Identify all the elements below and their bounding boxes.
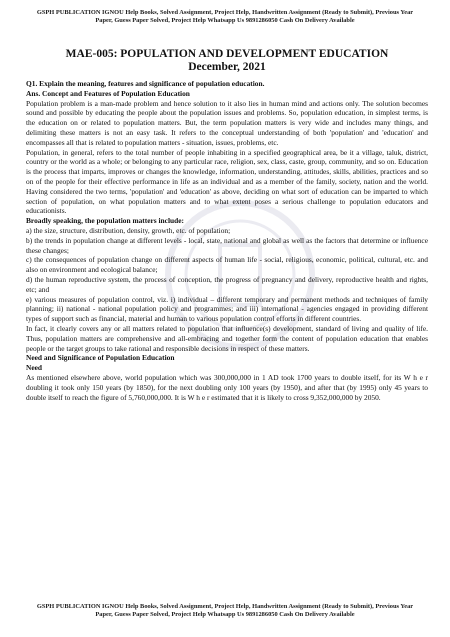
answer-heading: Ans. Concept and Features of Population Education	[26, 88, 190, 98]
list-item: c) the consequences of population change on different aspects of human life - social, religious, economic, political, cultural, etc. and also on environment and ecological balance;	[26, 255, 428, 275]
question: Q1. Explain the meaning, features and significance of population education.	[26, 79, 265, 88]
paragraph: Population, in general, refers to the total number of people inhabiting in a specified geographical area, be it a village, taluk, district, country or the world as a whole; or belonging to any particular race, religion, sex, class, caste, group, community, and so on. Education is the process that imparts, improves or changes the knowledge, information, understanding, attitudes, skills, abilities, practices and so on of the people for their effective performance in life as an individual and as a member of the family, society, nation and the world. Having considered the two terms, 'population' and 'education' as above, deciding on what sort of education can be imparted to which section of population, on what population matters and to what extent poses a serious challenge to population educators and educationists.	[26, 147, 428, 216]
paragraph: As mentioned elsewhere above, world population which was 300,000,000 in 1 AD took 1700 years to double itself, for its W h e r doubling it took only 150 years (by 1850), for the next doubling only 100 years (by 1950), and after that (by 1995) only 45 years to double itself to reach the figure of 5,760,000,000. It is W h e r estimated that it is likely to cross 9,352,000,000 by 2050.	[26, 372, 428, 402]
page-footer: GSPH PUBLICATION IGNOU Help Books, Solved Assignment, Project Help, Handwritten Assignment (Ready to Submit), Previous Year Paper, Guess Paper Solved, Project Help Whatsapp Us 9891286050 Cash On Delivery Available	[36, 603, 414, 618]
page-header: GSPH PUBLICATION IGNOU Help Books, Solved Assignment, Project Help, Handwritten Assignment (Ready to Submit), Previous Year Paper, Guess Paper Solved, Project Help Whatsapp Us 9891286050 Cash On Delivery Available	[36, 9, 414, 24]
document-date: December, 2021	[188, 61, 266, 73]
document-body	[26, 48, 428, 402]
paragraph: Population problem is a man-made problem and hence solution to it also lies in human mind and actions only. The solution becomes sound and possible by educating the people about the population issues and problems. So, population education, in simplest terms, is the education on or related to population matters. But, the term population matters is very wide and includes many things, and delimiting these matters is not an easy task. It refers to the conceptual understanding of both 'population' and 'education' and encompasses all that is related to population matters - situation, issues, problems, etc.	[26, 98, 428, 147]
document-title: MAE-005: POPULATION AND DEVELOPMENT EDUCATION	[65, 48, 389, 60]
list-item: b) the trends in population change at different levels - local, state, national and global as well as the factors that determine or influence these changes;	[26, 235, 428, 255]
list-item: a) the size, structure, distribution, density, growth, etc. of population;	[26, 225, 231, 235]
list-item: d) the human reproductive system, the process of conception, the progress of pregnancy and delivery, reproductive health and rights, etc; and	[26, 274, 428, 294]
paragraph: In fact, it clearly covers any or all matters related to population that influence(s) development, standard of living and quality of life. Thus, population matters are comprehensive and all-embracing and together form the content of population education that enables people or the target groups to take rational and responsible decisions in respect of these matters.	[26, 323, 428, 353]
section-heading: Need and Significance of Population Education	[26, 353, 175, 363]
list-item: e) various measures of population control, viz. i) individual – different temporary and permanent methods and techniques of family planning; ii) national - national population policy and programmes; and iii) international - agencies engaged in providing different types of support such as financial, material and human to various population control efforts in different countries.	[26, 294, 428, 324]
subsection-heading: Need	[26, 363, 43, 373]
list-intro: Broadly speaking, the population matters include:	[26, 216, 184, 226]
